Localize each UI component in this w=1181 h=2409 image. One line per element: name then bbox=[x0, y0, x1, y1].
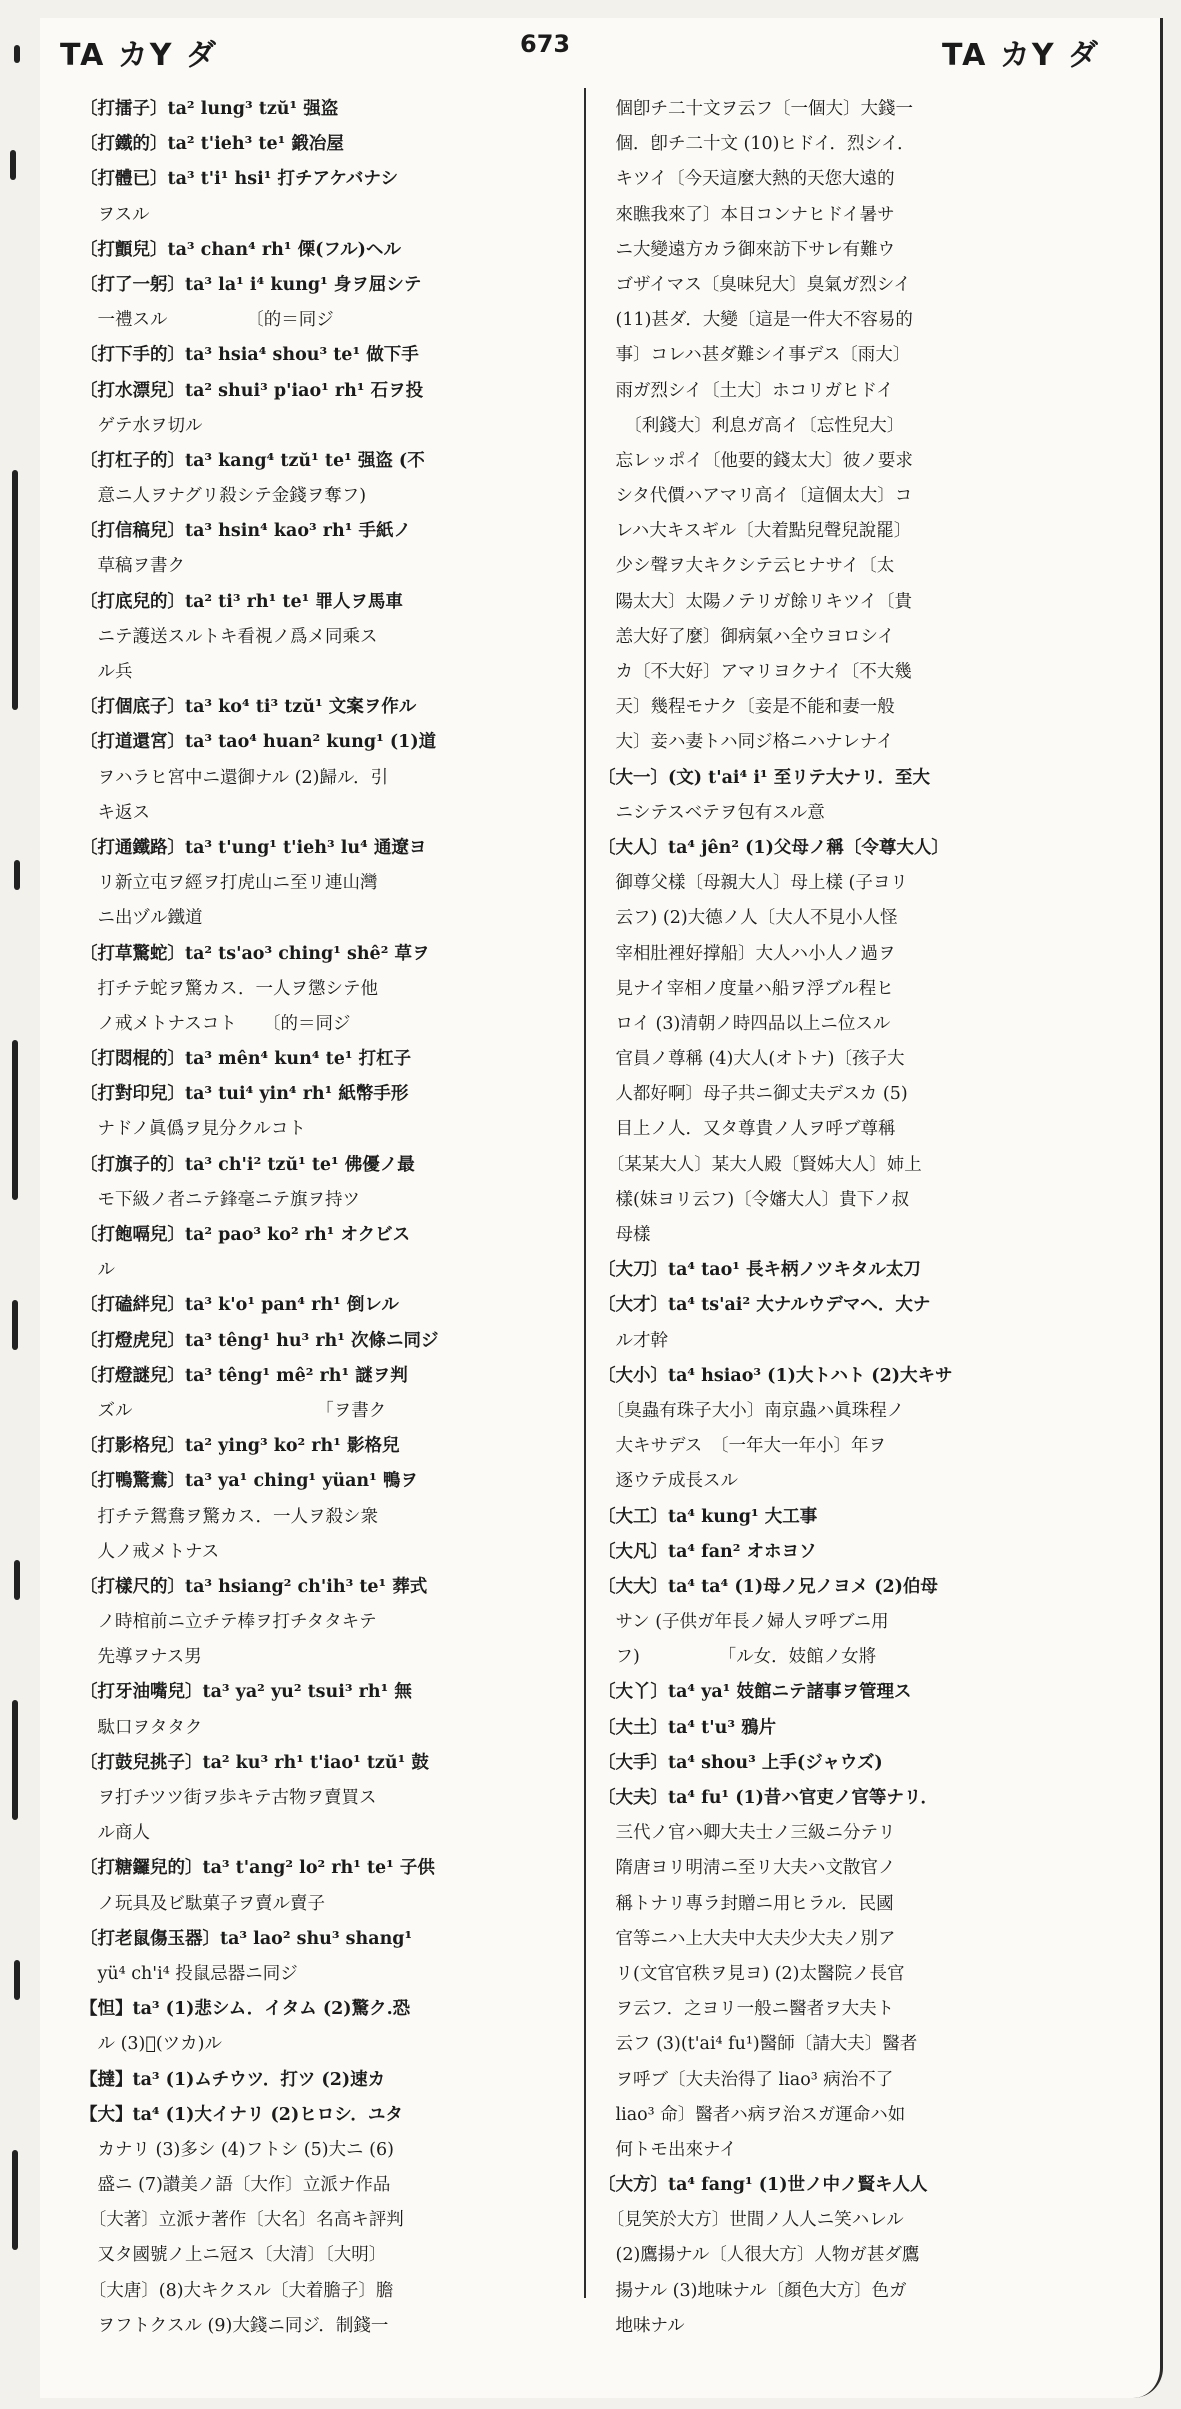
dictionary-line: 個卽チ二十文ヲ云フ〔一個大〕大錢一 bbox=[598, 99, 913, 119]
dictionary-line: 〔打鐵的〕ta² t'ieh³ te¹ 鍛冶屋 bbox=[80, 134, 344, 155]
dictionary-line: 御尊父樣〔母親大人〕母上樣 (子ヨリ bbox=[598, 873, 908, 894]
dictionary-line: 〔打道還宮〕ta³ tao⁴ huan² kung¹ (1)道 bbox=[80, 732, 437, 753]
dictionary-line: 隋唐ヨリ明淸ニ至リ大夫ハ文散官ノ bbox=[598, 1858, 896, 1879]
dictionary-line: 〔打通鐵路〕ta³ t'ung¹ t'ieh³ lu⁴ 通遼ヨ bbox=[80, 837, 427, 858]
dictionary-line: 人ノ戒メトナス bbox=[80, 1541, 220, 1562]
dictionary-line: ゲテ水ヲ切ル bbox=[80, 415, 203, 436]
dictionary-line: モ下級ノ者ニテ鋒毫ニテ旗ヲ持ツ bbox=[80, 1189, 360, 1210]
dictionary-line: カナリ (3)多シ (4)フトシ (5)大ニ (6) bbox=[80, 2139, 394, 2160]
dictionary-line: 〔打燈虎兒〕ta³ têng¹ hu³ rh¹ 次條ニ同ジ bbox=[80, 1330, 439, 1351]
dictionary-line: 樣(妹ヨリ云フ)〔令嬸大人〕貴下ノ叔 bbox=[598, 1189, 910, 1210]
dictionary-line: ル兵 bbox=[80, 662, 133, 682]
dictionary-line: 〔打老鼠傷玉器〕ta³ lao² shu³ shang¹ bbox=[80, 1928, 413, 1949]
dictionary-line: 〔打飽嗝兒〕ta² pao³ ko² rh¹ オクビス bbox=[80, 1225, 411, 1245]
dictionary-line: ノ玩具及ビ駄菓子ヲ賣ル賣子 bbox=[80, 1893, 325, 1914]
dictionary-line: (11)甚ダ．大變〔這是一件大不容易的 bbox=[598, 310, 913, 331]
dictionary-line: 先導ヲナス男 bbox=[80, 1647, 202, 1668]
dictionary-line: 草稿ヲ書ク bbox=[80, 556, 185, 577]
dictionary-line: 〔大手〕ta⁴ shou³ 上手(ジャウズ) bbox=[598, 1752, 883, 1773]
dictionary-line: ル商人 bbox=[80, 1823, 150, 1844]
dictionary-line: 逐ウテ成長スル bbox=[598, 1471, 738, 1492]
dictionary-line: 【怛】ta³ (1)悲シム．イタム (2)驚ク.恐 bbox=[80, 1999, 411, 2020]
dictionary-line: 又タ國號ノ上ニ冠ス〔大清〕〔大明〕 bbox=[80, 2245, 387, 2266]
dictionary-line: 〔大著〕立派ナ著作〔大名〕名高キ評判 bbox=[80, 2210, 404, 2231]
dictionary-line: 官等ニハ上大夫中大夫少大夫ノ別ア bbox=[598, 1928, 896, 1949]
dictionary-line: 何トモ出來ナイ bbox=[598, 2139, 737, 2160]
dictionary-line: 人都好啊〕母子共ニ御丈夫デスカ (5) bbox=[598, 1084, 908, 1105]
dictionary-line: 〔見笑於大方〕世間ノ人人ニ笑ハレル bbox=[598, 2210, 904, 2231]
left-margin-smudges bbox=[0, 0, 40, 2409]
dictionary-line: 〔打擂子〕ta² lung³ tzŭ¹ 强盗 bbox=[80, 99, 339, 119]
dictionary-line: 目上ノ人．又タ尊貴ノ人ヲ呼ブ尊稱 bbox=[598, 1119, 896, 1140]
dictionary-line: 〔打磕絆兒〕ta³ k'o¹ pan⁴ rh¹ 倒レル bbox=[80, 1295, 399, 1316]
dictionary-line: 〔打牙油嘴兒〕ta³ ya² yu² tsui³ rh¹ 無 bbox=[80, 1682, 412, 1703]
dictionary-line: 〔打鴨驚鴦〕ta³ ya¹ ching¹ yüan¹ 鴨ヲ bbox=[80, 1471, 418, 1492]
page-number: 673 bbox=[520, 30, 571, 58]
dictionary-line: 〔打信稿兒〕ta³ hsin⁴ kao³ rh¹ 手紙ノ bbox=[80, 521, 411, 542]
dictionary-line: 母樣 bbox=[598, 1225, 651, 1245]
dictionary-line: 一禮スル 〔的＝同ジ bbox=[80, 310, 334, 331]
dictionary-line: 恙大好了麼〕御病氣ハ全ウヨロシイ bbox=[598, 626, 895, 647]
dictionary-line: 〔大才〕ta⁴ ts'ai² 大ナルウデマヘ．大ナ bbox=[598, 1295, 931, 1316]
header-left-guide: TA カY ダ bbox=[60, 38, 218, 73]
dictionary-line: 大キサデス 〔一年大一年小〕年ヲ bbox=[598, 1436, 887, 1457]
dictionary-line: 〔打了一躬〕ta³ la¹ i⁴ kung¹ 身ヲ屈シテ bbox=[80, 274, 422, 295]
dictionary-line: (2)鷹揚ナル〔人很大方〕人物ガ甚ダ鷹 bbox=[598, 2245, 920, 2266]
dictionary-line: ニ大變遠方カラ御來訪下サレ有難ウ bbox=[598, 239, 896, 260]
dictionary-line: ヲスル bbox=[80, 204, 150, 225]
dictionary-line: 少シ聲ヲ大キクシテ云ヒナサイ〔太 bbox=[598, 556, 895, 577]
dictionary-line: キツイ〔今天這麼大熱的天您大遠的 bbox=[598, 169, 895, 190]
dictionary-line: 〔大土〕ta⁴ t'u³ 鴉片 bbox=[598, 1717, 777, 1738]
dictionary-line: ノ戒メトナスコト 〔的＝同ジ bbox=[80, 1013, 351, 1034]
dictionary-line: フ) 「ル女．妓館ノ女將 bbox=[598, 1647, 877, 1668]
dictionary-line: リ新立屯ヲ經ヲ打虎山ニ至リ連山灣 bbox=[80, 873, 378, 894]
header-right-guide: TA カY ダ bbox=[942, 38, 1100, 73]
dictionary-line: 陽太大〕太陽ノテリガ餘リキツイ〔貴 bbox=[598, 591, 912, 612]
dictionary-line: ニシテスベテヲ包有スル意 bbox=[598, 802, 825, 823]
dictionary-line: 〔打旗子的〕ta³ ch'i² tzŭ¹ te¹ 佛優ノ最 bbox=[80, 1154, 415, 1175]
dictionary-line: 〔打對印兒〕ta³ tui⁴ yin⁴ rh¹ 紙幣手形 bbox=[80, 1084, 409, 1105]
dictionary-line: ニ出ヅル鐵道 bbox=[80, 908, 203, 929]
dictionary-line: 揚ナル (3)地味ナル〔顏色大方〕色ガ bbox=[598, 2280, 907, 2301]
dictionary-line: 三代ノ官ハ卿大夫士ノ三級ニ分テリ bbox=[598, 1823, 896, 1844]
left-column bbox=[80, 92, 580, 2344]
dictionary-line: サン (子供ガ年長ノ婦人ヲ呼ブニ用 bbox=[598, 1612, 889, 1633]
dictionary-line: 〔打個底子〕ta³ ko⁴ ti³ tzŭ¹ 文案ヲ作ル bbox=[80, 697, 417, 718]
dictionary-line: 意ニ人ヲナグリ殺シテ金錢ヲ奪フ) bbox=[80, 486, 367, 507]
dictionary-line: 〔大小〕ta⁴ hsiao³ (1)大トハト (2)大キサ bbox=[598, 1365, 953, 1386]
dictionary-line: リ(文官官秩ヲ見ヨ) (2)太醫院ノ長官 bbox=[598, 1963, 905, 1984]
dictionary-line: 〔打糖鑼兒的〕ta³ t'ang² lo² rh¹ te¹ 子供 bbox=[80, 1858, 435, 1879]
dictionary-line: ナドノ眞僞ヲ見分クルコト bbox=[80, 1119, 306, 1140]
dictionary-line: 來瞧我來了〕本日コンナヒドイ暑サ bbox=[598, 204, 895, 225]
dictionary-line: 〔打鼓兒挑子〕ta² ku³ rh¹ t'iao¹ tzŭ¹ 鼓 bbox=[80, 1752, 429, 1773]
right-column bbox=[598, 92, 1098, 2344]
dictionary-line: 〔打杠子的〕ta³ kang⁴ tzŭ¹ te¹ 强盗 (不 bbox=[80, 450, 425, 471]
column-divider bbox=[584, 88, 586, 2298]
dictionary-line: 〔大工〕ta⁴ kung¹ 大工事 bbox=[598, 1506, 818, 1527]
dictionary-line: 官員ノ尊稱 (4)大人(オトナ)〔孩子大 bbox=[598, 1049, 905, 1070]
dictionary-line: 〔打體已〕ta³ t'i¹ hsi¹ 打チアケバナシ bbox=[80, 169, 399, 190]
dictionary-line: 天〕幾程モナク〔妾是不能和妻一般 bbox=[598, 697, 895, 718]
dictionary-line: 稱トナリ專ラ封贈ニ用ヒラル．民國 bbox=[598, 1893, 894, 1914]
dictionary-line: 〔大夫〕ta⁴ fu¹ (1)昔ハ官吏ノ官等ナリ． bbox=[598, 1788, 939, 1808]
dictionary-line: ヲ呼ブ〔大夫治得了 liao³ 病治不了 bbox=[598, 2069, 894, 2090]
running-header bbox=[60, 30, 1100, 74]
dictionary-line: 事〕コレハ甚ダ難シイ事デス〔雨大〕 bbox=[598, 345, 911, 366]
dictionary-line: カ〔不大好〕アマリヨクナイ〔不大幾 bbox=[598, 662, 912, 682]
dictionary-line: 〔大人〕ta⁴ jên² (1)父母ノ稱〔令尊大人〕 bbox=[598, 837, 949, 858]
dictionary-line: ヲハラヒ宮中ニ還御ナル (2)歸ル．引 bbox=[80, 767, 389, 788]
dictionary-line: ノ時棺前ニ立チテ棒ヲ打チタタキテ bbox=[80, 1612, 377, 1633]
dictionary-line: シタ代價ハアマリ高イ〔這個太大〕コ bbox=[598, 486, 913, 507]
dictionary-line: 〔大丫〕ta⁴ ya¹ 妓館ニテ諸事ヲ管理ス bbox=[598, 1682, 912, 1703]
dictionary-line: 打チテ蛇ヲ驚カス．一人ヲ懲シテ他 bbox=[80, 978, 379, 999]
dictionary-line: 〔打樣尺的〕ta³ hsiang² ch'ih³ te¹ 葬式 bbox=[80, 1576, 428, 1597]
dictionary-line: 忘レッポイ〔他要的錢太大〕彼ノ要求 bbox=[598, 450, 913, 471]
dictionary-line: 〔打底兒的〕ta² ti³ rh¹ te¹ 罪人ヲ馬車 bbox=[80, 591, 403, 612]
dictionary-line: レハ大キスギル〔大着點兒聲兒說罷〕 bbox=[598, 521, 912, 542]
dictionary-line: 〔打下手的〕ta³ hsia⁴ shou³ te¹ 做下手 bbox=[80, 345, 419, 366]
dictionary-line: 個．卽チ二十文 (10)ヒドイ．烈シイ． bbox=[598, 134, 915, 155]
dictionary-line: 【大】ta⁴ (1)大イナリ (2)ヒロシ．ユタ bbox=[80, 2104, 403, 2125]
dictionary-line: キ返ス bbox=[80, 802, 150, 823]
dictionary-line: ヲ云フ．之ヨリ一般ニ醫者ヲ大夫ト bbox=[598, 1999, 895, 2020]
dictionary-line: 地味ナル bbox=[598, 2315, 685, 2336]
dictionary-line: 打チテ鴛鴦ヲ驚カス．一人ヲ殺シ衆 bbox=[80, 1506, 379, 1527]
dictionary-line: 〔大大〕ta⁴ ta⁴ (1)母ノ兄ノヨメ (2)伯母 bbox=[598, 1576, 938, 1597]
dictionary-line: 〔大唐〕(8)大キクスル〔大着膽子〕膽 bbox=[80, 2280, 394, 2301]
dictionary-line: 雨ガ烈シイ〔土大〕ホコリガヒドイ bbox=[598, 380, 894, 401]
dictionary-line: 駄口ヲタタク bbox=[80, 1717, 203, 1738]
dictionary-line: ル (3)𥩟(ツカ)ル bbox=[80, 2034, 223, 2055]
dictionary-line: 〔利錢大〕利息ガ高イ〔忘性兒大〕 bbox=[598, 415, 905, 436]
dictionary-line: ニテ護送スルトキ看視ノ爲メ同乘ス bbox=[80, 626, 378, 647]
dictionary-line: 〔打草驚蛇〕ta² ts'ao³ ching¹ shê² 草ヲ bbox=[80, 943, 430, 964]
dictionary-line: 云フ) (2)大德ノ人〔大人不見小人怪 bbox=[598, 908, 898, 929]
dictionary-line: 〔大方〕ta⁴ fang¹ (1)世ノ中ノ賢キ人人 bbox=[598, 2175, 928, 2196]
dictionary-line: 〔打影格兒〕ta² ying³ ko² rh¹ 影格兒 bbox=[80, 1436, 400, 1457]
dictionary-line: ズル 「ヲ書ク bbox=[80, 1400, 387, 1421]
dictionary-line: ゴザイマス〔臭味兒大〕臭氣ガ烈シイ bbox=[598, 274, 911, 295]
dictionary-line: ロイ (3)清朝ノ時四品以上ニ位スル bbox=[598, 1013, 891, 1034]
dictionary-line: 大〕妾ハ妻トハ同ジ格ニハナレナイ bbox=[598, 732, 894, 753]
dictionary-line: yü⁴ ch'i⁴ 投鼠忌器ニ同ジ bbox=[80, 1963, 298, 1984]
dictionary-line: 〔打悶棍的〕ta³ mên⁴ kun⁴ te¹ 打杠子 bbox=[80, 1049, 412, 1070]
dictionary-line: 〔大一〕(文) t'ai⁴ i¹ 至リテ大ナリ．至大 bbox=[598, 767, 931, 788]
dictionary-line: 〔打水漂兒〕ta² shui³ p'iao¹ rh¹ 石ヲ投 bbox=[80, 380, 424, 401]
dictionary-line: 盛ニ (7)讃美ノ語〔大作〕立派ナ作品 bbox=[80, 2175, 391, 2196]
dictionary-line: 【撻】ta³ (1)ムチウツ．打ツ (2)速カ bbox=[80, 2069, 386, 2090]
dictionary-line: 〔大凡〕ta⁴ fan² オホヨソ bbox=[598, 1541, 817, 1562]
dictionary-line: liao³ 命〕醫者ハ病ヲ治スガ運命ハ如 bbox=[598, 2104, 906, 2125]
dictionary-line: ヲ打チツツ街ヲ歩キテ古物ヲ賣買ス bbox=[80, 1788, 377, 1808]
dictionary-line: 見ナイ宰相ノ度量ハ船ヲ浮ブル程ヒ bbox=[598, 978, 894, 999]
dictionary-line: 〔打顫兒〕ta³ chan⁴ rh¹ 傈(フル)ヘル bbox=[80, 239, 401, 260]
dictionary-line: 〔某某大人〕某大人殿〔賢姊大人〕姉上 bbox=[598, 1154, 922, 1175]
dictionary-line: 〔打燈謎兒〕ta³ têng¹ mê² rh¹ 謎ヲ判 bbox=[80, 1365, 408, 1386]
dictionary-line: ル bbox=[80, 1260, 115, 1281]
dictionary-line: 〔臭蟲有珠子大小〕南京蟲ハ眞珠程ノ bbox=[598, 1400, 905, 1421]
dictionary-line: 宰相肚裡好撑船〕大人ハ小人ノ過ヲ bbox=[598, 943, 896, 964]
dictionary-line: ル才幹 bbox=[598, 1330, 668, 1351]
dictionary-line: ヲフトクスル (9)大錢ニ同ジ．制錢一 bbox=[80, 2315, 389, 2336]
dictionary-line: 云フ (3)(t'ai⁴ fu¹)醫師〔請大夫〕醫者 bbox=[598, 2034, 918, 2055]
dictionary-line: 〔大刀〕ta⁴ tao¹ 長キ柄ノツキタル太刀 bbox=[598, 1260, 921, 1281]
